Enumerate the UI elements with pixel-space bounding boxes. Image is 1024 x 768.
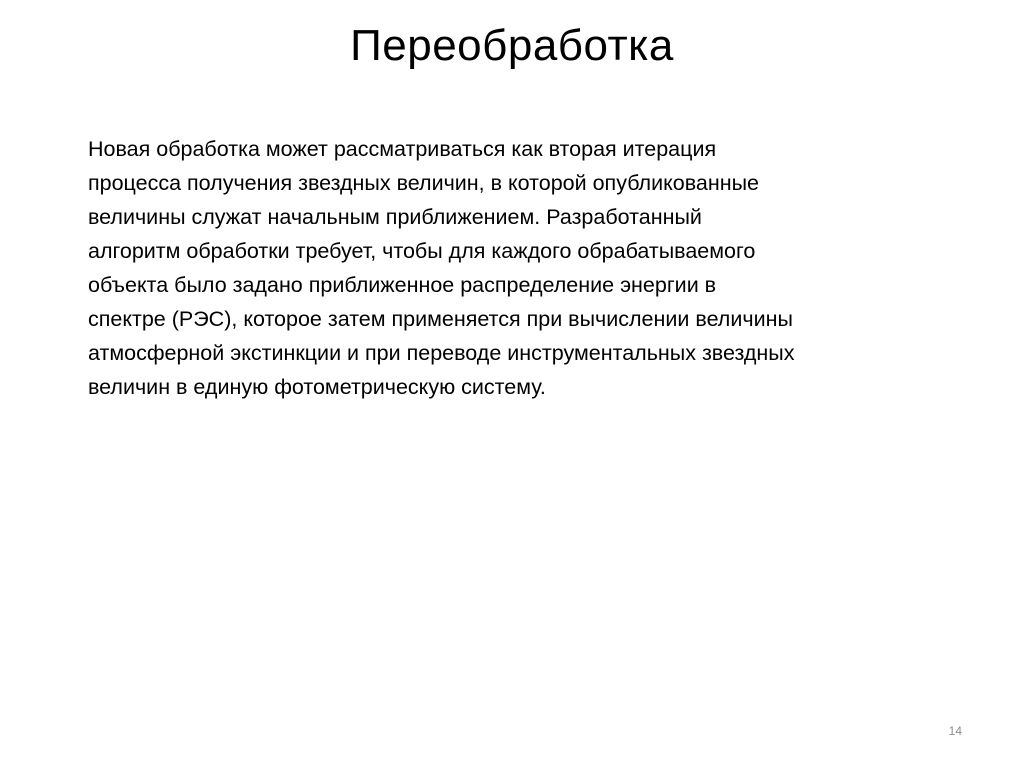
body-line: алгоритм обработки требует, чтобы для каждого обрабатываемого xyxy=(88,239,756,263)
page-number: 14 xyxy=(948,724,962,738)
body-line: атмосферной экстинкции и при переводе инструментальных звездных xyxy=(88,341,795,365)
body-line: спектре (РЭС), которое затем применяется при вычислении величины xyxy=(88,307,793,331)
body-line: Новая обработка может рассматриваться как вторая итерация xyxy=(88,137,717,161)
slide-title: Переобработка xyxy=(350,21,674,70)
body-line: величин в единую фотометрическую систему. xyxy=(88,375,546,399)
body-line: величины служат начальным приближением. Разработанный xyxy=(88,205,702,229)
body-line: объекта было задано приближенное распределение энергии в xyxy=(88,273,717,297)
slide-body-text xyxy=(88,132,968,404)
body-line: процесса получения звездных величин, в которой опубликованные xyxy=(88,171,759,195)
